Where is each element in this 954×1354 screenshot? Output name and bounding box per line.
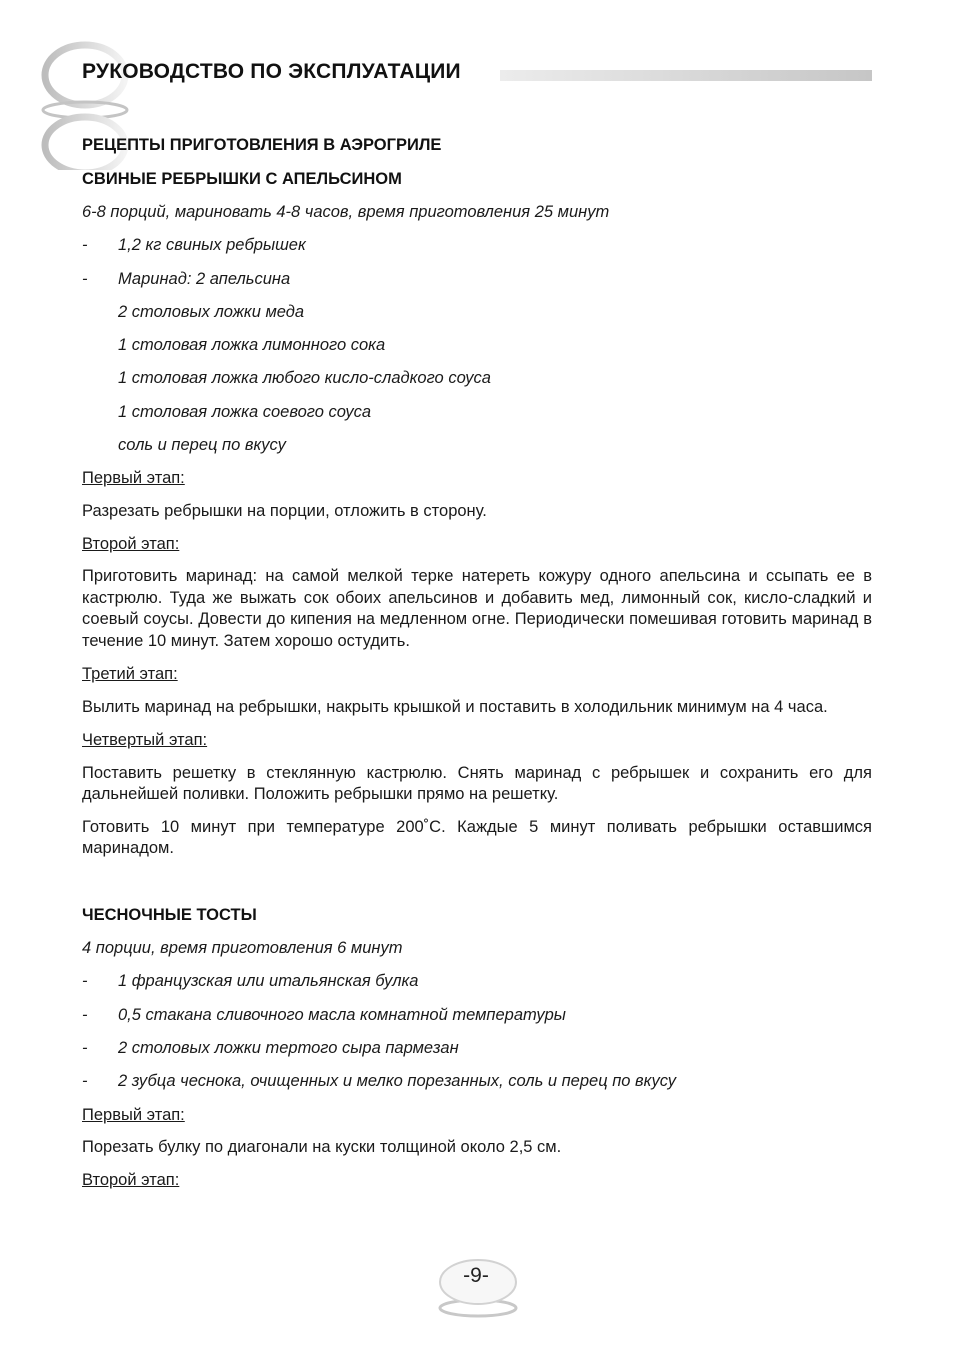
step-text: Вылить маринад на ребрышки, накрыть крышкой и поставить в холодильник минимум на 4 часа. [82,697,828,716]
bullet-dash [82,301,118,334]
ingredient-item [82,301,872,334]
page-number: -9- [463,1264,489,1287]
bullet-dash [82,401,118,434]
ingredient-text: 1 французская или итальянская булка [118,972,419,991]
ingredient-text: соль и перец по вкусу [118,436,286,455]
section-title: РЕЦЕПТЫ ПРИГОТОВЛЕНИЯ В АЭРОГРИЛЕ [82,136,442,154]
ingredient-text: Маринад: 2 апельсина [118,269,291,288]
ingredient-text: 1 столовая ложка любого кисло-сладкого соуса [118,369,491,388]
ingredient-text: 2 зубца чеснока, очищенных и мелко порезанных, соль и перец по вкусу [118,1072,677,1091]
recipe-title: СВИНЫЕ РЕБРЫШКИ С АПЕЛЬСИНОМ [82,169,402,188]
bullet-dash: - [82,236,88,255]
ingredient-item [82,401,872,434]
recipe-garlic-toasts [82,904,872,1203]
ingredient-item [82,334,872,367]
ingredient-text: 0,5 стакана сливочного масла комнатной температуры [118,1005,566,1024]
step-label: Второй этап: [82,535,180,554]
ingredient-item [82,434,872,467]
ingredient-text: 2 столовых ложки меда [118,302,305,321]
ingredient-item [82,367,872,400]
header-gradient-bar [500,70,872,81]
ingredient-text: 2 столовых ложки тертого сыра пармезан [118,1038,459,1057]
bullet-dash [82,334,118,367]
step-text: Готовить 10 минут при температуре 200˚С. Каждые 5 минут поливать ребрышки оставшимся маринадом. [82,817,872,858]
ingredient-text: 1 столовая ложка лимонного сока [118,336,386,355]
document-header-title: РУКОВОДСТВО ПО ЭКСПЛУАТАЦИИ [82,60,461,83]
ingredient-item [82,268,872,301]
bullet-dash: - [82,1072,88,1091]
page-number-badge [436,1258,520,1320]
step-text: Приготовить маринад: на самой мелкой терке натереть кожуру одного апельсина и ссыпать ее в кастрюлю. Туда же выжать сок обоих апельсинов и добавить мед, лимонный сок, кисло-сладкий и соевый соусы. Довести до кипения на медленном огне. Периодически помешивая готовить маринад в течение 10 минут. Затем хорошо остудить. [82,567,872,650]
ingredient-item [82,970,872,1003]
ingredient-item [82,1004,872,1037]
step-label: Первый этап: [82,469,185,488]
bullet-dash [82,434,118,467]
step-text: Поставить решетку в стеклянную кастрюлю. Снять маринад с ребрышек и сохранить его для дальнейшей поливки. Положить ребрышки прямо на решетку. [82,763,872,804]
recipe-pork-ribs [82,168,872,860]
step-text: Порезать булку по диагонали на куски толщиной около 2,5 см. [82,1137,562,1156]
bullet-dash: - [82,972,88,991]
step-text: Разрезать ребрышки на порции, отложить в сторону. [82,501,487,520]
ingredient-item [82,234,872,267]
recipe-meta: 6-8 порций, мариновать 4-8 часов, время приготовления 25 минут [82,203,610,221]
ingredient-item [82,1070,872,1103]
ingredient-text: 1 столовая ложка соевого соуса [118,402,372,421]
bullet-dash: - [82,1038,88,1057]
step-label: Первый этап: [82,1105,185,1124]
recipe-title: ЧЕСНОЧНЫЕ ТОСТЫ [82,905,257,924]
ingredient-text: 1,2 кг свиных ребрышек [118,236,306,255]
recipe-meta: 4 порции, время приготовления 6 минут [82,939,403,958]
ingredient-item [82,1037,872,1070]
step-label: Четвертый этап: [82,731,208,750]
bullet-dash [82,367,118,400]
page-content [82,134,872,1203]
step-label: Второй этап: [82,1171,180,1190]
bullet-dash: - [82,1005,88,1024]
step-label: Третий этап: [82,665,178,684]
bullet-dash: - [82,269,88,288]
